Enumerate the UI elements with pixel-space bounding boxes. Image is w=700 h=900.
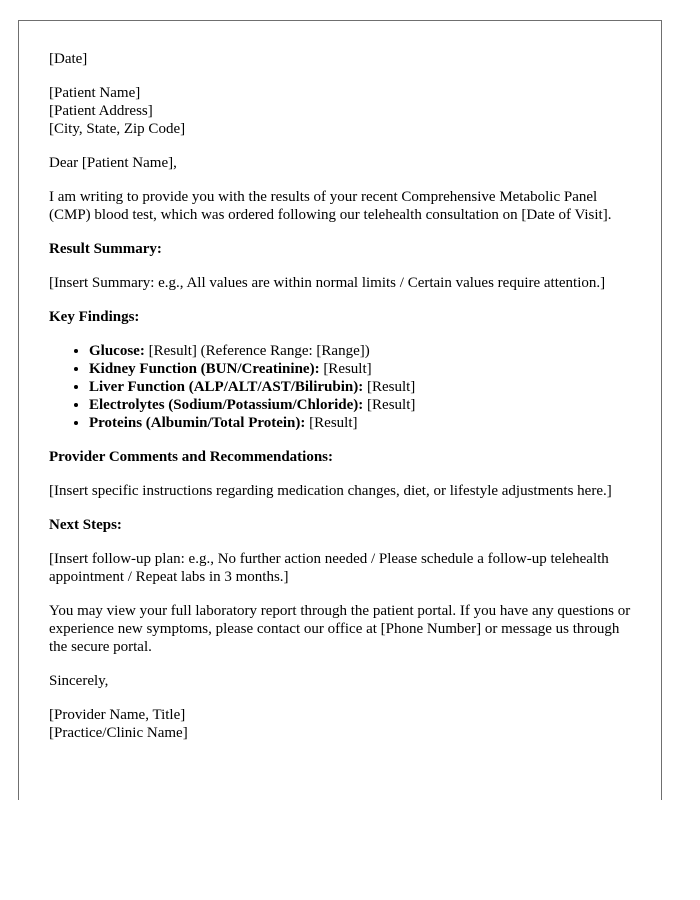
patient-city-state-zip: [City, State, Zip Code] xyxy=(49,121,186,137)
closing: Sincerely, xyxy=(49,673,109,689)
finding-label: Proteins (Albumin/Total Protein): xyxy=(89,415,306,431)
key-findings-heading: Key Findings: xyxy=(49,309,140,325)
finding-label: Electrolytes (Sodium/Potassium/Chloride): xyxy=(89,397,364,413)
provider-comments-heading: Provider Comments and Recommendations: xyxy=(49,449,334,465)
patient-address-block xyxy=(49,84,639,138)
salutation: Dear [Patient Name], xyxy=(49,155,177,171)
result-summary-heading: Result Summary: xyxy=(49,241,162,257)
provider-comments-text: [Insert specific instructions regarding medication changes, diet, or lifestyle adjustments here.] xyxy=(49,483,612,499)
next-steps-heading: Next Steps: xyxy=(49,517,122,533)
finding-proteins xyxy=(89,414,639,432)
patient-address: [Patient Address] xyxy=(49,103,153,119)
letter-date: [Date] xyxy=(49,51,88,67)
letter-page xyxy=(18,20,662,800)
finding-electrolytes xyxy=(89,396,639,414)
patient-name: [Patient Name] xyxy=(49,85,141,101)
finding-label: Kidney Function (BUN/Creatinine): xyxy=(89,361,320,377)
key-findings-list xyxy=(49,342,639,432)
letter-content xyxy=(49,50,639,758)
finding-liver-function xyxy=(89,378,639,396)
finding-value: [Result] xyxy=(305,415,358,431)
provider-name-title: [Provider Name, Title] xyxy=(49,707,186,723)
finding-label: Glucose: xyxy=(89,343,145,359)
finding-glucose xyxy=(89,342,639,360)
finding-label: Liver Function (ALP/ALT/AST/Bilirubin): xyxy=(89,379,364,395)
finding-value: [Result] xyxy=(319,361,372,377)
practice-name: [Practice/Clinic Name] xyxy=(49,725,188,741)
result-summary-text: [Insert Summary: e.g., All values are within normal limits / Certain values require attention.] xyxy=(49,275,606,291)
intro-paragraph: I am writing to provide you with the results of your recent Comprehensive Metabolic Panel (CMP) blood test, which was ordered following our telehealth consultation on [Date of Visit]. xyxy=(49,189,612,223)
portal-note: You may view your full laboratory report through the patient portal. If you have any questions or experience new symptoms, please contact our office at [Phone Number] or message us through the secure portal. xyxy=(49,603,631,655)
finding-value: [Result] (Reference Range: [Range]) xyxy=(144,343,370,359)
finding-kidney-function xyxy=(89,360,639,378)
finding-value: [Result] xyxy=(363,379,416,395)
finding-value: [Result] xyxy=(363,397,416,413)
signature-block xyxy=(49,706,639,742)
next-steps-text: [Insert follow-up plan: e.g., No further action needed / Please schedule a follow-up telehealth appointment / Repeat labs in 3 months.] xyxy=(49,551,609,585)
